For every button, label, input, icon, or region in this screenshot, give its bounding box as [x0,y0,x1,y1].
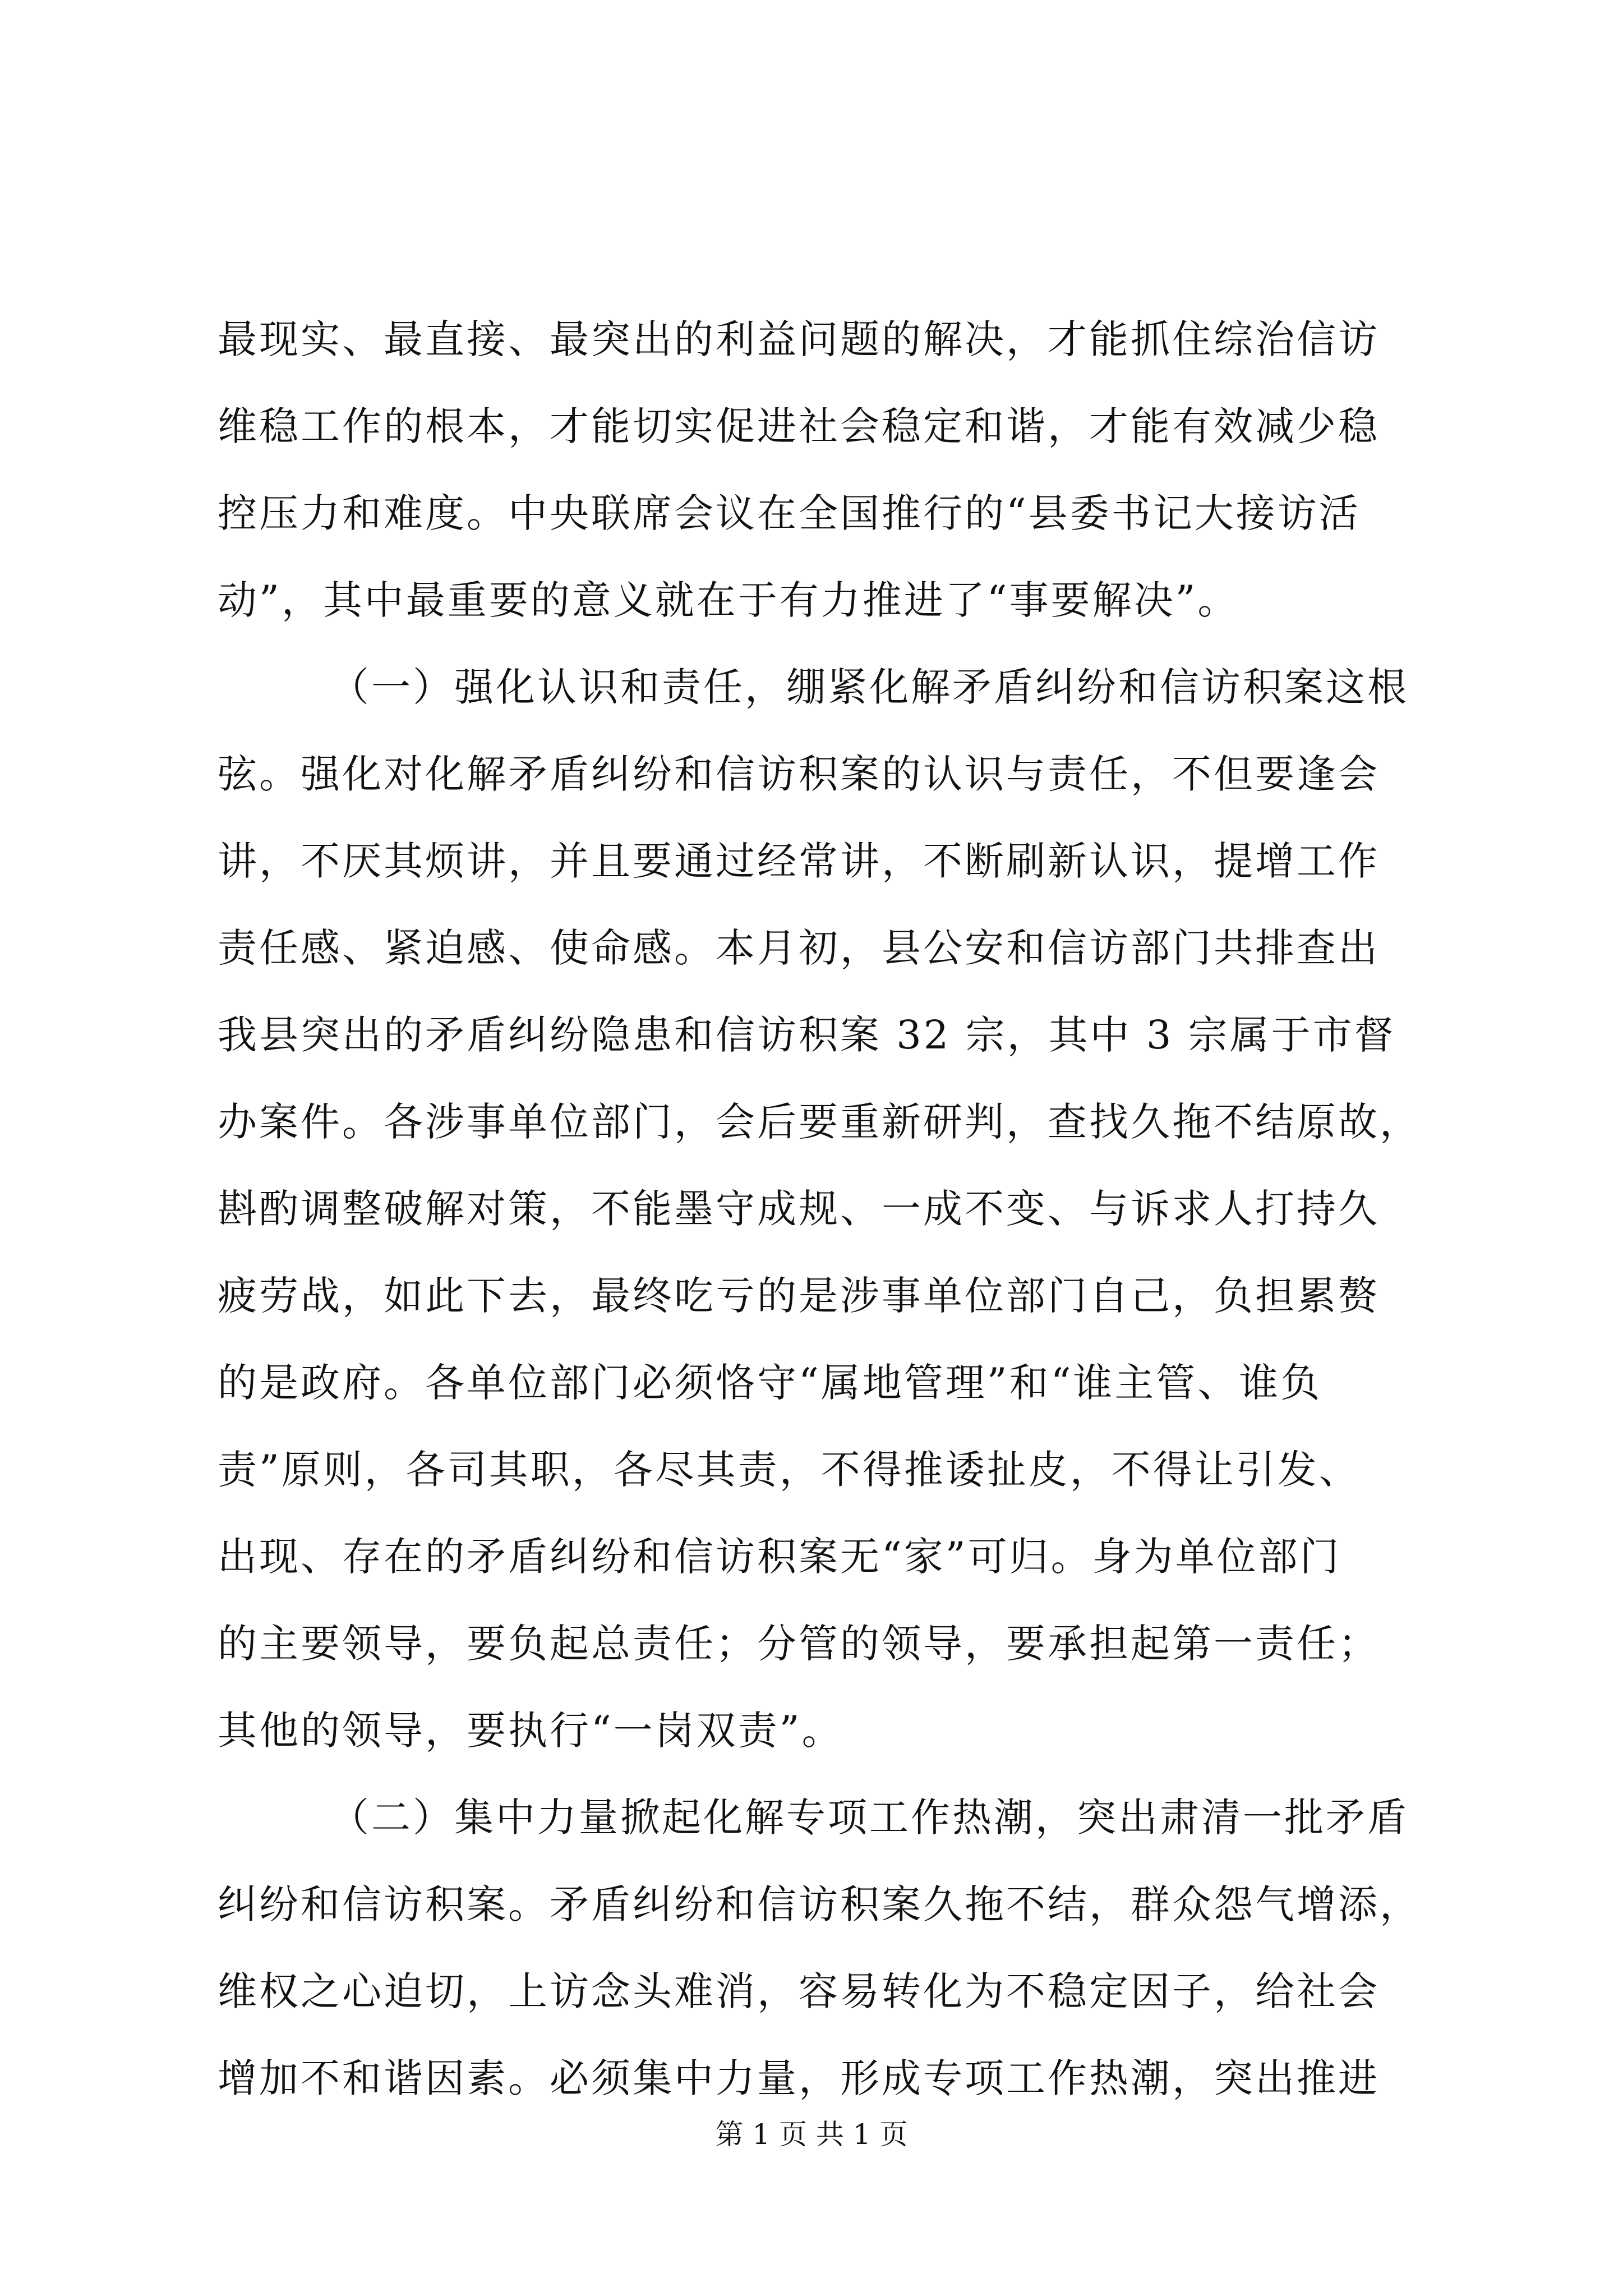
text-line: 控压力和难度。中央联席会议在全国推行的“县委书记大接访活 [218,490,1361,536]
text-line: 纠纷和信访积案。矛盾纠纷和信访积案久拖不结，群众怨气增添， [218,1881,1421,1927]
text-line: 疲劳战，如此下去，最终吃亏的是涉事单位部门自己，负担累赘 [218,1273,1380,1319]
text-line: 出现、存在的矛盾纠纷和信访积案无“家”可归。身为单位部门 [218,1534,1341,1580]
text-line: 最现实、最直接、最突出的利益问题的解决，才能抓住综治信访 [218,316,1380,362]
text-line: 其他的领导，要执行“一岗双责”。 [218,1708,843,1754]
text-line: 维稳工作的根本，才能切实促进社会稳定和谐，才能有效减少稳 [218,403,1380,449]
text-line: 的是政府。各单位部门必须恪守“属地管理”和“谁主管、谁负 [218,1360,1322,1406]
text-line: 责”原则，各司其职，各尽其责，不得推诿扯皮，不得让引发、 [218,1447,1361,1493]
text-line: 增加不和谐因素。必须集中力量，形成专项工作热潮，突出推进 [218,2055,1380,2101]
paragraph-heading-2: （二）集中力量掀起化解专项工作热潮，突出肃清一批矛盾 [330,1795,1409,1841]
text-line: 斟酌调整破解对策，不能墨守成规、一成不变、与诉求人打持久 [218,1186,1380,1232]
text-line: 讲，不厌其烦讲，并且要通过经常讲，不断刷新认识，提增工作 [218,838,1380,884]
document-body [218,296,1421,2122]
text-line: 我县突出的矛盾纠纷隐患和信访积案 32 宗，其中 3 宗属于市督 [218,1012,1396,1058]
text-line: 弦。强化对化解矛盾纠纷和信访积案的认识与责任，不但要逢会 [218,751,1380,797]
page-number-footer: 第 1 页 共 1 页 [715,2118,908,2151]
text-line: 的主要领导，要负起总责任；分管的领导，要承担起第一责任； [218,1621,1380,1667]
text-line: 责任感、紧迫感、使命感。本月初，县公安和信访部门共排查出 [218,925,1380,971]
text-line: 动”，其中最重要的意义就在于有力推进了“事要解决”。 [218,577,1239,623]
text-line: 维权之心迫切，上访念头难消，容易转化为不稳定因子，给社会 [218,1968,1380,2014]
paragraph-heading-1: （一）强化认识和责任，绷紧化解矛盾纠纷和信访积案这根 [330,664,1409,710]
text-line: 办案件。各涉事单位部门，会后要重新研判，查找久拖不结原故， [218,1099,1421,1145]
